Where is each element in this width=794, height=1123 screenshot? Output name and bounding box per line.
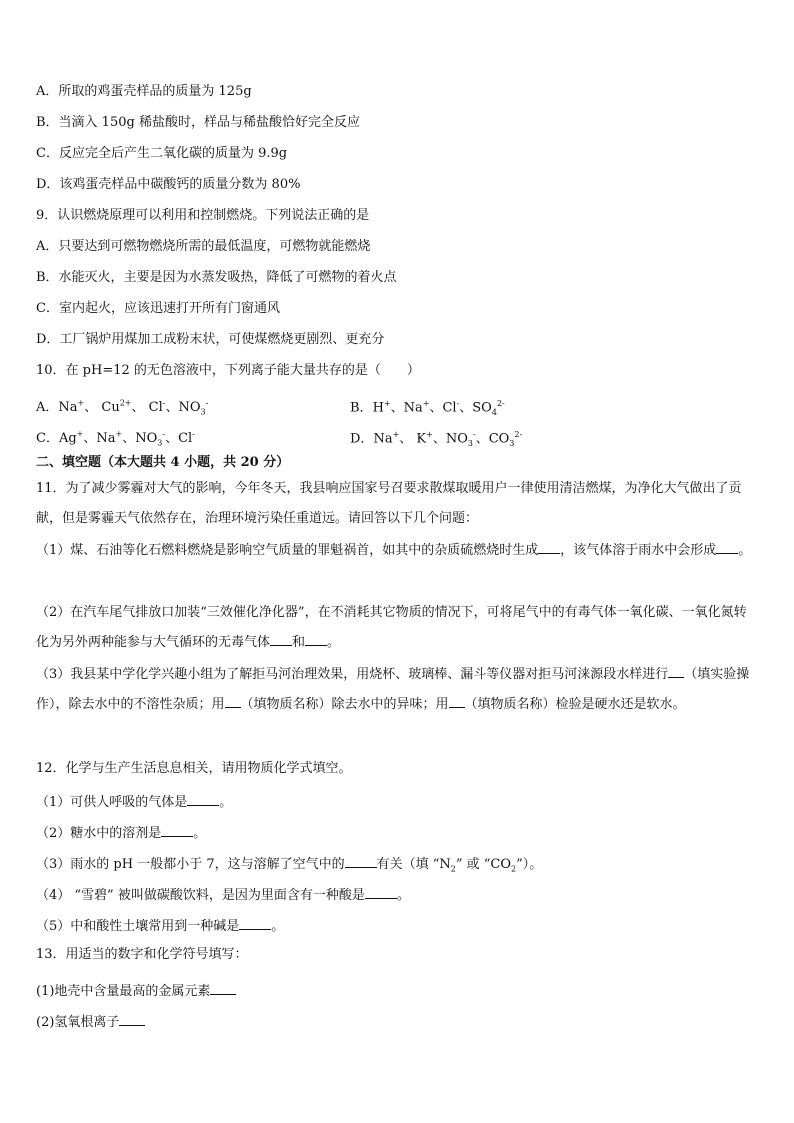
answer-blank[interactable] bbox=[449, 693, 465, 708]
q12-part-3: （3）雨水的 pH 一般都小于 7，这与溶解了空气中的 有关（填 “$N_2$” 或 “$CO_2$”）。 bbox=[36, 853, 758, 879]
q11-part-3: （3）我县某中学化学兴趣小组为了解拒马河治理效果，用烧杯、玻璃棒、漏斗等仪器对拒马河涞源段水样进行 （填实验操作），除去水中的不溶性杂质；用 （填物质名称）除去水中的异味；用 （填物质名称）检验是硬水还是软水。 bbox=[36, 660, 758, 720]
q9-option-a: A．只要达到可燃物燃烧所需的最低温度，可燃物就能燃烧 bbox=[36, 239, 371, 254]
answer-blank[interactable] bbox=[305, 631, 327, 646]
answer-blank[interactable] bbox=[161, 822, 193, 837]
q9-option-d: D．工厂锅炉用煤加工成粉末状，可使煤燃烧更剧烈、更充分 bbox=[36, 332, 385, 347]
answer-blank[interactable] bbox=[210, 980, 236, 995]
q8-option-c: C．反应完全后产生二氧化碳的质量为 9.9g bbox=[36, 146, 288, 161]
q9-option-b: B．水能灭火，主要是因为水蒸发吸热，降低了可燃物的着火点 bbox=[36, 270, 397, 285]
q11-part-2: （2）在汽车尾气排放口加装“三效催化净化器”，在不消耗其它物质的情况下，可将尾气中的有毒气体一氧化碳、一氧化氮转化为另外两种能参与大气循环的无毒气体 和 。 bbox=[36, 605, 747, 650]
answer-blank[interactable] bbox=[365, 884, 397, 899]
q13-stem: 13．用适当的数字和化学符号填写： bbox=[36, 947, 248, 962]
q13-part-1: (1)地壳中含量最高的金属元素 bbox=[36, 980, 758, 1001]
q8-option-d: D．该鸡蛋壳样品中碳酸钙的质量分数为 80% bbox=[36, 177, 301, 192]
q10-option-d: D．Na+、 K+、$NO_3^-$、$CO_3^{2-}$ bbox=[350, 430, 523, 448]
q9-stem: 9．认识燃烧原理可以利用和控制燃烧。下列说法正确的是 bbox=[36, 208, 370, 223]
q10-option-c: C．Ag+、Na+、$NO_3^-$、Cl- bbox=[36, 430, 195, 448]
q11-stem: 11．为了减少雾霾对大气的影响，今年冬天，我县响应国家号召要求散煤取暖用户一律使用清洁燃煤，为净化大气做出了贡献，但是雾霾天气依然存在，治理环境污染任重道远。请回答以下几个问题： bbox=[36, 481, 742, 526]
answer-blank[interactable] bbox=[119, 1011, 145, 1026]
q10-stem: 10．在 pH=12 的无色溶液中，下列离子能大量共存的是（ ） bbox=[36, 363, 420, 378]
q12-part-5: （5）中和酸性土壤常用到一种碱是 。 bbox=[36, 915, 758, 936]
q10-options-row-2 bbox=[36, 426, 758, 453]
answer-blank[interactable] bbox=[345, 853, 377, 868]
q8-option-a: A．所取的鸡蛋壳样品的质量为 125g bbox=[36, 84, 252, 99]
answer-blank[interactable] bbox=[239, 915, 271, 930]
answer-blank[interactable] bbox=[716, 539, 738, 554]
q9-option-c: C．室内起火，应该迅速打开所有门窗通风 bbox=[36, 301, 280, 316]
answer-blank[interactable] bbox=[538, 539, 560, 554]
q10-options-row-1 bbox=[36, 395, 758, 422]
answer-blank[interactable] bbox=[270, 631, 292, 646]
answer-blank[interactable] bbox=[187, 791, 219, 806]
q12-part-2: （2）糖水中的溶剂是 。 bbox=[36, 822, 758, 843]
answer-blank[interactable] bbox=[668, 663, 684, 678]
q12-part-4: （4） “雪碧” 被叫做碳酸饮料，是因为里面含有一种酸是 。 bbox=[36, 884, 758, 905]
section-title-fill-in: 二、填空题（本大题共 4 小题，共 20 分） bbox=[36, 455, 290, 470]
q10-option-a: A．Na+、 $Cu^{2+}$、 Cl-、$NO_3^-$ bbox=[36, 399, 209, 417]
q13-part-2: (2)氢氧根离子 bbox=[36, 1011, 758, 1032]
answer-blank[interactable] bbox=[225, 693, 241, 708]
q11-part-1: （1）煤、石油等化石燃料燃烧是影响空气质量的罪魁祸首，如其中的杂质硫燃烧时生成 ，该气体溶于雨水中会形成 。 bbox=[36, 536, 758, 566]
q10-option-b: B．H+、Na+、Cl-、$SO_4^{2-}$ bbox=[350, 399, 505, 417]
q12-part-1: （1）可供人呼吸的气体是 。 bbox=[36, 791, 758, 812]
q12-stem: 12．化学与生产生活息息相关，请用物质化学式填空。 bbox=[36, 761, 352, 776]
q8-option-b: B．当滴入 150g 稀盐酸时，样品与稀盐酸恰好完全反应 bbox=[36, 115, 360, 130]
